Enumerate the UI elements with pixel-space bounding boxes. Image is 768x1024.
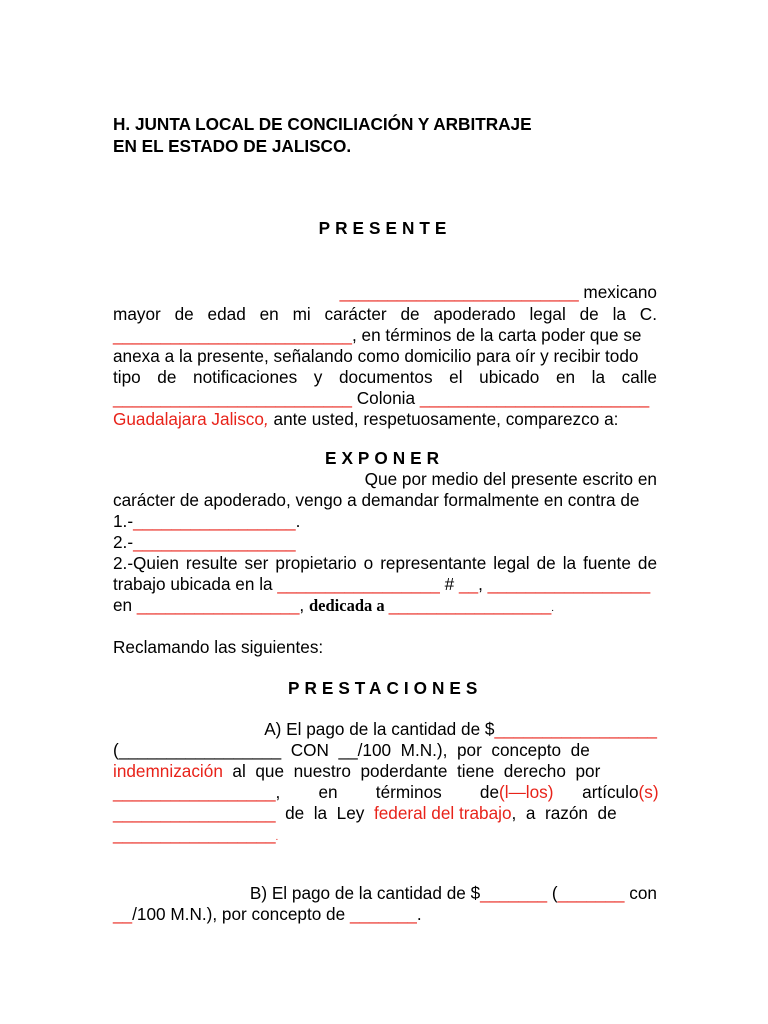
blank-cents-b: __ [113,904,133,924]
dot: . [275,832,279,843]
item-1-prefix: 1.- [113,511,134,531]
prestacion-b-line-2 [113,903,657,925]
exponer-item-3: 2.-Quien resulte ser propietario o representante legal de la fuente de [113,553,657,573]
prestacion-a-line-3-text: al que nuestro poderdante tiene derecho por [222,761,601,781]
indemnizacion-text: indemnización [113,761,223,781]
de-la-ley-text: de la Ley [275,803,374,823]
prestacion-a-line-6 [113,823,657,849]
ley-federal-text: federal del trabajo [373,803,512,823]
exponer-line-6 [113,573,657,595]
prestacion-a-line-2-text: (_________________ CON __/100 M.N.), por concepto de [113,740,590,760]
intro-line-5: tipo de notificaciones y documentos el ubicado en la calle [113,367,657,387]
hash-label: # [439,574,459,594]
presente-heading: PRESENTE [318,218,452,238]
blank-colonia: ________________________ [419,388,650,408]
prestacion-b-line-2-text: /100 M.N.), por concepto de [132,904,350,924]
exponer-line-1: Que por medio del presente escrito en [364,469,657,489]
los-text: (l—los) [499,782,554,802]
exponer-item-2 [113,531,657,553]
prestaciones-heading: PRESTACIONES [288,678,483,698]
blank-location: _________________ [136,595,300,615]
intro-line-1-text: mexicano [578,282,657,302]
blank-street: _________________________ [113,388,352,408]
articulo-text: artículo [553,782,639,802]
blank-workplace-street: _________________ [277,574,440,594]
dot: . [551,603,555,614]
blank-defendant-2: _________________ [133,532,296,552]
en-label: en [113,595,137,615]
exponer-line-7 [113,594,657,620]
terminos-text: , en términos de [275,782,500,802]
header-line-1: H. JUNTA LOCAL DE CONCILIACIÓN Y ARBITRAJE [113,114,532,134]
intro-line-7-text: ante usted, respetuosamente, comparezco a: [268,409,619,429]
blank-number: __ [458,574,479,594]
plural-s-text: (s) [638,782,659,802]
item-1-suffix: . [295,511,301,531]
blank-activity: _________________ [388,595,552,615]
blank-amount-b: _______ [480,883,548,903]
blank-reason: _________________ [113,782,276,802]
city-comma: , [263,409,269,429]
comma: , [478,574,488,594]
dot: . [416,904,422,924]
blank-defendant-1: _________________ [133,511,296,531]
intro-line-1 [333,281,657,303]
intro-line-3-text: , en términos de la carta poder que se [351,325,642,345]
intro-line-6 [113,387,657,409]
blank-workplace-extra: _________________ [487,574,651,594]
workplace-label: trabajo ubicada en la [113,574,278,594]
blank-concept-b: _______ [349,904,417,924]
blank-client: _________________________ [113,325,352,345]
blank-razon: _________________ [113,824,276,844]
prestacion-a-line-4 [113,781,657,803]
exponer-item-1 [113,510,657,532]
prestacion-a-line-5 [113,802,657,824]
intro-line-7 [113,408,657,430]
blank-amount-b-words: _______ [557,883,625,903]
blank-amount-a: _________________ [494,719,657,739]
header-line-2: EN EL ESTADO DE JALISCO. [113,136,352,156]
intro-colonia-label: Colonia [351,388,420,408]
intro-line-2: mayor de edad en mi carácter de apoderado legal de la C. [113,304,657,324]
a-razon-text: , a razón de [511,803,617,823]
paren: ( [547,883,558,903]
intro-line-3 [113,324,657,346]
prestacion-a-line-2 [113,739,657,761]
item-2-prefix: 2.- [113,532,134,552]
prestacion-a-text: A) El pago de la cantidad de $ [264,719,495,739]
exponer-heading: EXPONER [325,448,445,468]
con-label: con [624,883,657,903]
city-text: Guadalajara Jalisco [113,409,264,429]
prestacion-a-line-1 [253,718,657,740]
prestacion-b-text: B) El pago de la cantidad de $ [249,883,481,903]
exponer-line-2: carácter de apoderado, vengo a demandar formalmente en contra de [113,490,640,510]
dedicada-label: dedicada a [308,596,389,615]
blank-articles: _________________ [113,803,276,823]
comma: , [299,595,309,615]
blank-name: _________________________ [339,282,579,302]
prestacion-a-line-3 [113,760,657,782]
intro-line-4: anexa a la presente, señalando como domicilio para oír y recibir todo [113,346,639,366]
reclamando-text: Reclamando las siguientes: [113,637,324,657]
prestacion-b-line-1 [246,882,657,904]
